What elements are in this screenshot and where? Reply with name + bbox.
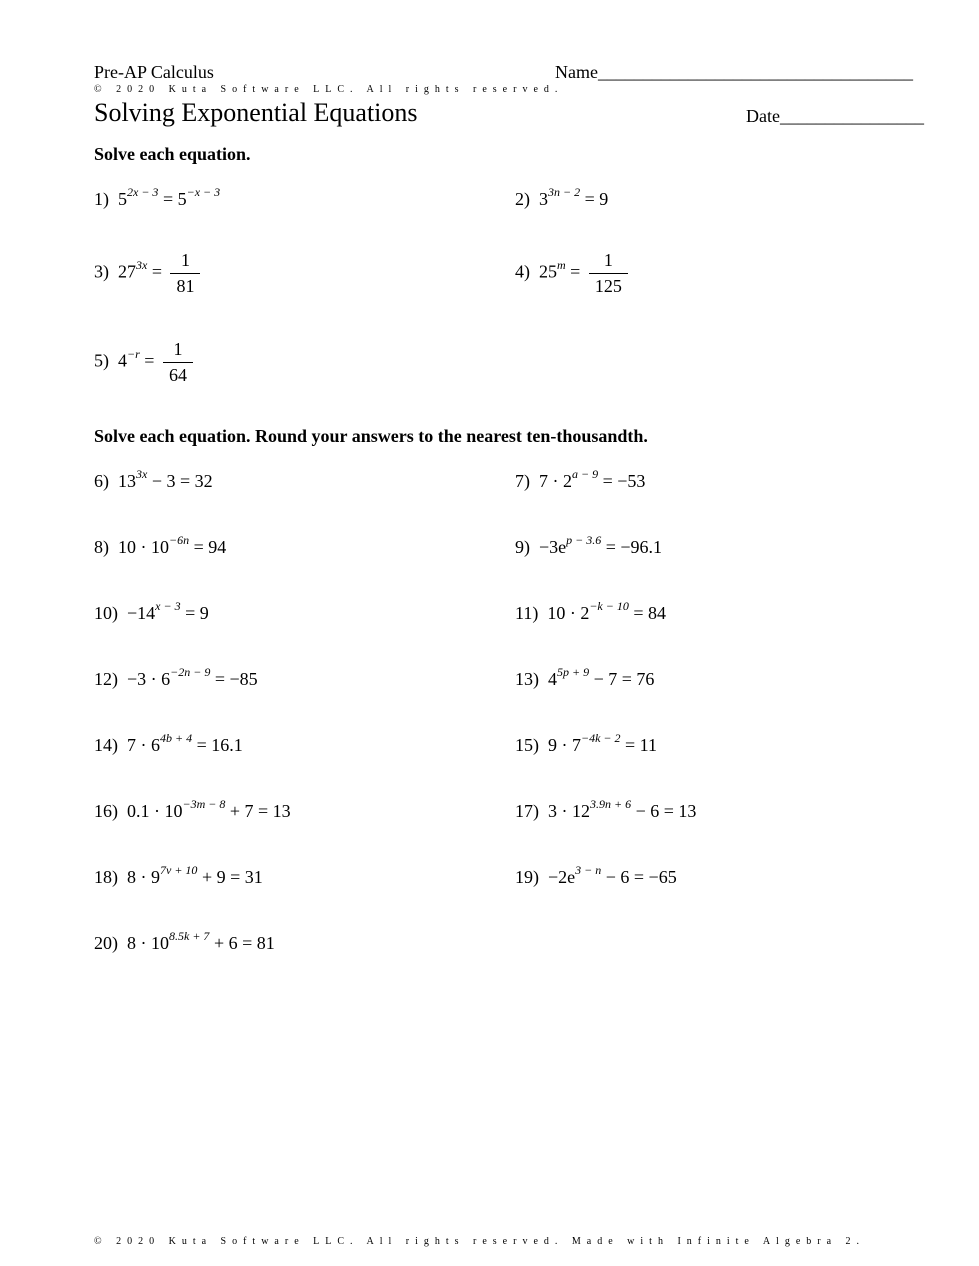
equation-post: + 6 = 81 — [209, 933, 275, 953]
problem-6 — [94, 469, 213, 492]
numerator: 1 — [163, 339, 193, 363]
equation-pre: −2e — [548, 867, 576, 887]
exponent: 5p + 9 — [557, 665, 590, 679]
problem-number: 10) — [94, 603, 118, 623]
problem-number: 12) — [94, 669, 118, 689]
problem-8 — [94, 535, 226, 558]
equation-post: = −53 — [598, 471, 646, 491]
equation-post: = 94 — [189, 537, 227, 557]
denominator: 125 — [594, 276, 622, 296]
problem-18 — [94, 865, 263, 888]
problem-number: 8) — [94, 537, 109, 557]
equation-post: = 84 — [628, 603, 667, 623]
problem-number: 15) — [515, 735, 539, 755]
exponent: p − 3.6 — [566, 533, 602, 547]
problem-15 — [515, 733, 657, 756]
exponent: 7v + 10 — [160, 863, 198, 877]
equation-pre: 7 · 2 — [539, 471, 572, 491]
equation-pre: 7 · 6 — [127, 735, 160, 755]
problem-number: 9) — [515, 537, 530, 557]
equation-post: − 6 = 13 — [631, 801, 697, 821]
problem-number: 2) — [515, 189, 530, 209]
equation-pre: 10 · 2 — [547, 603, 590, 623]
equation-post: = 16.1 — [192, 735, 243, 755]
exponent: 4b + 4 — [160, 731, 193, 745]
problem-10 — [94, 601, 209, 624]
problem-number: 18) — [94, 867, 118, 887]
equation-pre: 3 · 12 — [548, 801, 590, 821]
fraction — [170, 250, 200, 297]
exponent: 3.9n + 6 — [590, 797, 632, 811]
exponent: −4k − 2 — [581, 731, 621, 745]
problem-1 — [94, 187, 220, 210]
denominator: 81 — [176, 276, 195, 296]
problem-number: 11) — [515, 603, 539, 623]
denominator: 64 — [168, 365, 187, 385]
problem-12 — [94, 667, 258, 690]
exponent: 2x − 3 — [127, 185, 159, 199]
base: 27 — [118, 261, 136, 282]
equation-post: − 3 = 32 — [147, 471, 213, 491]
equation-rest: = — [139, 350, 159, 371]
exponent: −6n — [169, 533, 190, 547]
equation-post: − 6 = −65 — [601, 867, 677, 887]
problem-number: 7) — [515, 471, 530, 491]
exponent: 3 − n — [575, 863, 602, 877]
equation-rest: = — [565, 261, 585, 282]
equation-rest: = 5 — [158, 189, 187, 209]
problem-3 — [94, 250, 200, 297]
equation-rest: = 9 — [580, 189, 609, 209]
exponent: a − 9 — [572, 467, 599, 481]
numerator: 1 — [589, 250, 628, 274]
equation-post: = 11 — [620, 735, 658, 755]
base: 25 — [539, 261, 557, 282]
problem-16 — [94, 799, 291, 822]
course-title: Pre-AP Calculus — [94, 62, 214, 82]
worksheet-title: Solving Exponential Equations — [94, 98, 418, 127]
equation-post: = 9 — [180, 603, 209, 623]
section1-instruction: Solve each equation. — [94, 144, 251, 164]
problem-number: 14) — [94, 735, 118, 755]
equation-pre: 13 — [118, 471, 136, 491]
equation-pre: 0.1 · 10 — [127, 801, 183, 821]
problem-20 — [94, 931, 275, 954]
exponent: −r — [127, 346, 140, 361]
problem-number: 16) — [94, 801, 118, 821]
numerator: 1 — [170, 250, 200, 274]
base: 5 — [118, 189, 127, 209]
base: 3 — [539, 189, 548, 209]
problem-number: 6) — [94, 471, 109, 491]
exponent: −k − 10 — [589, 599, 629, 613]
problem-7 — [515, 469, 645, 492]
equation-rest: = — [147, 261, 167, 282]
equation-pre: −3e — [539, 537, 567, 557]
problem-number: 5) — [94, 350, 109, 371]
equation-post: − 7 = 76 — [589, 669, 655, 689]
problem-number: 19) — [515, 867, 539, 887]
equation-pre: 10 · 10 — [118, 537, 169, 557]
fraction — [163, 339, 193, 386]
problem-9 — [515, 535, 662, 558]
equation-pre: 8 · 10 — [127, 933, 169, 953]
equation-post: = −85 — [210, 669, 258, 689]
exponent: −2n − 9 — [170, 665, 211, 679]
problem-2 — [515, 187, 608, 210]
equation-pre: 9 · 7 — [548, 735, 581, 755]
equation-pre: 8 · 9 — [127, 867, 160, 887]
problem-13 — [515, 667, 654, 690]
problem-11 — [515, 601, 666, 624]
problem-4 — [515, 250, 628, 297]
problem-number: 13) — [515, 669, 539, 689]
name-field: Name___________________________________ — [555, 62, 913, 82]
equation-pre: −3 · 6 — [127, 669, 171, 689]
problem-number: 1) — [94, 189, 109, 209]
equation-pre: 4 — [548, 669, 557, 689]
exponent: 3n − 2 — [548, 185, 581, 199]
problem-17 — [515, 799, 696, 822]
equation-post: + 9 = 31 — [197, 867, 263, 887]
problem-number: 4) — [515, 261, 530, 282]
problem-14 — [94, 733, 243, 756]
exponent: 8.5k + 7 — [169, 929, 210, 943]
date-field: Date________________ — [746, 106, 924, 126]
copyright-top: © 2020 Kuta Software LLC. All rights reserved. — [94, 84, 564, 95]
base: 4 — [118, 350, 127, 371]
problem-number: 20) — [94, 933, 118, 953]
exponent: 3x — [136, 257, 148, 272]
equation-post: + 7 = 13 — [225, 801, 291, 821]
problem-19 — [515, 865, 677, 888]
problem-5 — [94, 339, 193, 386]
copyright-bottom: © 2020 Kuta Software LLC. All rights reserved. Made with Infinite Algebra 2. — [94, 1236, 866, 1247]
exponent: 3x — [136, 467, 148, 481]
section2-instruction: Solve each equation. Round your answers to the nearest ten-thousandth. — [94, 426, 648, 446]
equation-pre: −14 — [127, 603, 156, 623]
problem-number: 3) — [94, 261, 109, 282]
exponent: m — [557, 257, 566, 272]
equation-post: = −96.1 — [601, 537, 663, 557]
exponent-2: −x − 3 — [186, 185, 221, 199]
exponent: x − 3 — [155, 599, 181, 613]
exponent: −3m − 8 — [182, 797, 226, 811]
fraction — [589, 250, 628, 297]
problem-number: 17) — [515, 801, 539, 821]
